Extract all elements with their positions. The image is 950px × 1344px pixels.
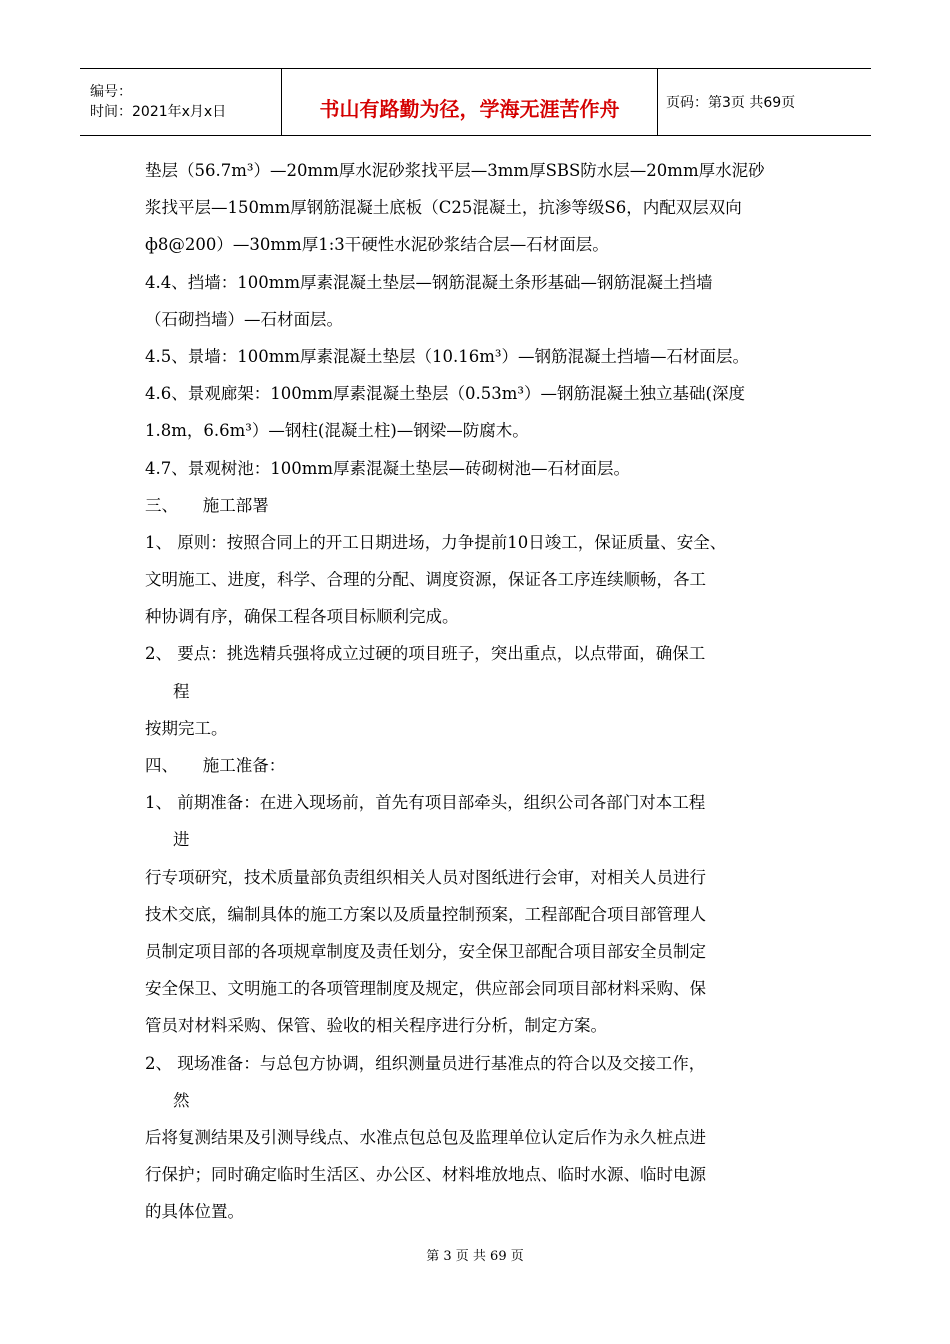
body-line: 安全保卫、文明施工的各项管理制度及规定，供应部会同项目部材料采购、保 xyxy=(145,979,706,999)
body-line: 员制定项目部的各项规章制度及责任划分，安全保卫部配合项目部安全员制定 xyxy=(145,941,706,961)
body-line: 种协调有序，确保工程各项目标顺利完成。 xyxy=(145,607,459,627)
header-page-info-cell xyxy=(658,69,871,135)
body-line: 文明施工、进度，科学、合理的分配、调度资源，保证各工序连续顺畅，各工 xyxy=(145,570,706,590)
header-motto-cell xyxy=(282,69,658,135)
section-heading: 四、 施工准备： xyxy=(145,756,286,775)
page-footer: 第 3 页 共 69 页 xyxy=(426,1249,524,1264)
page-header xyxy=(80,68,871,136)
body-line: 2、 现场准备：与总包方协调，组织测量员进行基准点的符合以及交接工作， xyxy=(145,1053,706,1073)
body-line: 4.6、景观廊架：100mm厚素混凝土垫层（0.53m³）—钢筋混凝土独立基础(深度 xyxy=(145,384,745,404)
body-line: 浆找平层—150mm厚钢筋混凝土底板（C25混凝土，抗渗等级S6，内配双层双向 xyxy=(145,198,742,218)
body-line: 进 xyxy=(173,830,190,850)
body-line: 1、 前期准备：在进入现场前，首先有项目部牵头，组织公司各部门对本工程 xyxy=(145,793,706,813)
body-line: 技术交底，编制具体的施工方案以及质量控制预案，工程部配合项目部管理人 xyxy=(145,904,706,924)
body-line: 程 xyxy=(173,681,190,701)
body-line: 2、 要点：挑选精兵强将成立过硬的项目班子，突出重点，以点带面，确保工 xyxy=(145,644,706,664)
body-line: （石砌挡墙）—石材面层。 xyxy=(145,309,343,329)
body-line: 后将复测结果及引测导线点、水准点包总包及监理单位认定后作为永久桩点进 xyxy=(145,1127,706,1147)
section-heading: 三、 施工部署 xyxy=(145,495,269,515)
header-meta xyxy=(80,69,282,135)
body-line: 行保护；同时确定临时生活区、办公区、材料堆放地点、临时水源、临时电源 xyxy=(145,1165,706,1185)
header-page-info: 页码：第3页 共69页 xyxy=(666,95,796,111)
body-line: 1、 原则：按照合同上的开工日期进场，力争提前10日竣工，保证质量、安全、 xyxy=(145,532,727,552)
body-line: 1.8m，6.6m³）—钢柱(混凝土柱)—钢梁—防腐木。 xyxy=(145,421,529,441)
body-line: 行专项研究，技术质量部负责组织相关人员对图纸进行会审，对相关人员进行 xyxy=(145,867,706,887)
body-line: 4.4、挡墙：100mm厚素混凝土垫层—钢筋混凝土条形基础—钢筋混凝土挡墙 xyxy=(145,272,713,292)
document-body xyxy=(145,152,815,1230)
body-line: 的具体位置。 xyxy=(145,1202,244,1222)
document-number-label: 编号： xyxy=(90,84,132,100)
body-line: 4.7、景观树池：100mm厚素混凝土垫层—砖砌树池—石材面层。 xyxy=(145,458,631,478)
body-line: 按期完工。 xyxy=(145,718,228,738)
header-motto: 书山有路勤为径，学海无涯苦作舟 xyxy=(319,96,620,121)
body-line: ф8@200）—30mm厚1:3干硬性水泥砂浆结合层—石材面层。 xyxy=(145,235,609,255)
body-line: 然 xyxy=(173,1090,190,1110)
document-date: 时间：2021年x月x日 xyxy=(90,104,227,120)
body-line: 管员对材料采购、保管、验收的相关程序进行分析，制定方案。 xyxy=(145,1016,607,1036)
body-line: 垫层（56.7m³）—20mm厚水泥砂浆找平层—3mm厚SBS防水层—20mm厚水泥砂 xyxy=(145,161,765,180)
body-line: 4.5、景墙：100mm厚素混凝土垫层（10.16m³）—钢筋混凝土挡墙—石材面层。 xyxy=(145,346,750,366)
